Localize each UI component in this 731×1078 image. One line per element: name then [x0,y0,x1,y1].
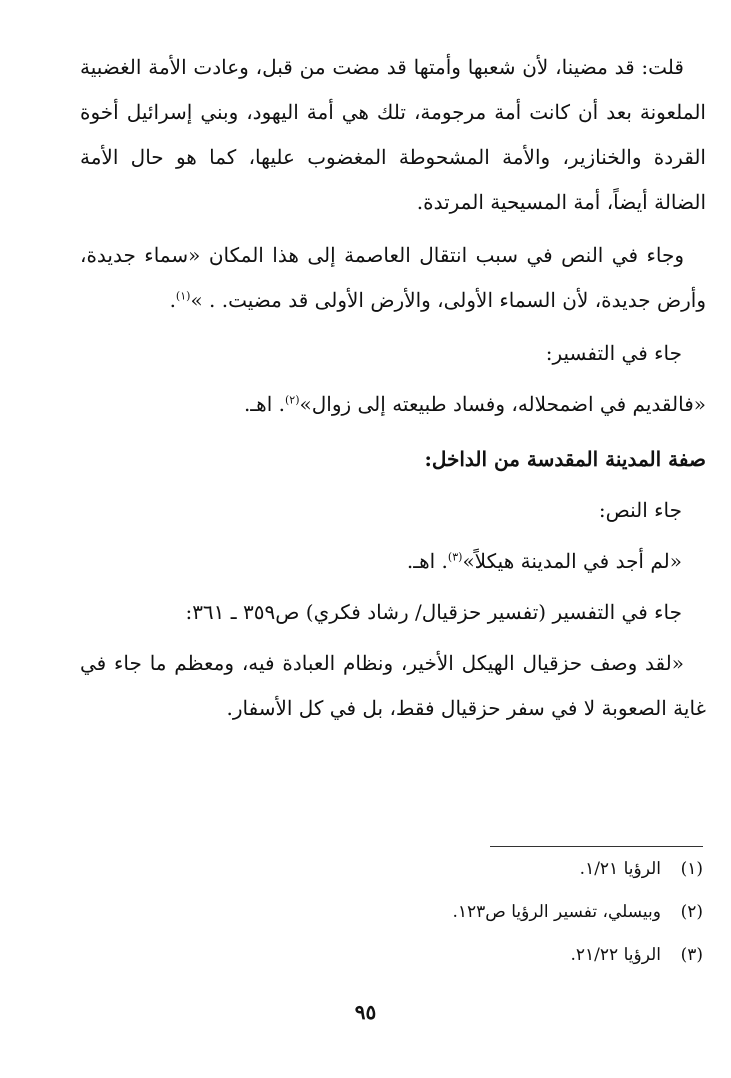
paragraph-2-tail: . [169,288,176,312]
page-body [80,45,706,739]
footnote-2-text: وبيسلي، تفسير الرؤيا ص١٢٣. [452,902,661,922]
footnote-3-text: الرؤيا ٢١/٢٢. [570,945,661,965]
tafsir-intro: جاء في التفسير: [545,341,682,365]
quote-2-tail: . اهـ. [406,549,448,573]
paragraph-2 [80,233,706,323]
footnote-3-number: (٣) [680,945,703,965]
page-number: ٩٥ [354,1000,377,1024]
quote-2 [80,539,706,584]
quote-1 [80,382,706,427]
footnote-divider [490,846,703,847]
footnote-2-number: (٢) [680,902,703,922]
quote-1-text: «فالقديم في اضمحلاله، وفساد طبيعته إلى زوال» [299,392,706,416]
footnote-1-number: (١) [680,859,703,879]
footnote-ref-3: (٣) [447,550,463,564]
footnote-ref-1: (١) [175,289,191,303]
quote-1-tail: . اهـ. [243,392,285,416]
paragraph-1 [80,45,706,225]
footnote-ref-2: (٢) [285,393,300,407]
tafsir-reference: جاء في التفسير (تفسير حزقيال/ رشاد فكري) ص٣٥٩ ـ ٣٦١: [185,600,682,624]
nass-intro: جاء النص: [598,498,682,522]
quote-2-text: «لم أجد في المدينة هيكلاً» [462,549,682,573]
footnote-1 [203,858,703,880]
paragraph-3-text: «لقد وصف حزقيال الهيكل الأخير، ونظام العبادة فيه، ومعظم ما جاء في غاية الصعوبة لا في سفر حزقيال فقط، بل في كل الأسفار. [80,651,706,720]
paragraph-2-text: وجاء في النص في سبب انتقال العاصمة إلى هذا المكان «سماء جديدة، وأرض جديدة، لأن السماء الأولى، والأرض الأولى قد مضيت. . » [80,243,706,312]
footnote-3 [203,944,703,966]
footnote-2 [203,901,703,923]
paragraph-1-text: قلت: قد مضينا، لأن شعبها وأمتها قد مضت من قبل، وعادت الأمة الغضبية الملعونة بعد أن كانت أمة مرجومة، تلك هي أمة اليهود، وبني إسرائيل أخوة القردة والخنازير، والأمة المشحوطة المغضوب عليها، كما هو حال الأمة الضالة أيضاً، أمة المسيحية المرتدة. [80,55,706,214]
paragraph-3 [80,641,706,731]
footnotes [203,858,703,987]
section-heading: صفة المدينة المقدسة من الداخل: [424,447,706,471]
footnote-1-text: الرؤيا ١/٢١. [579,859,661,879]
